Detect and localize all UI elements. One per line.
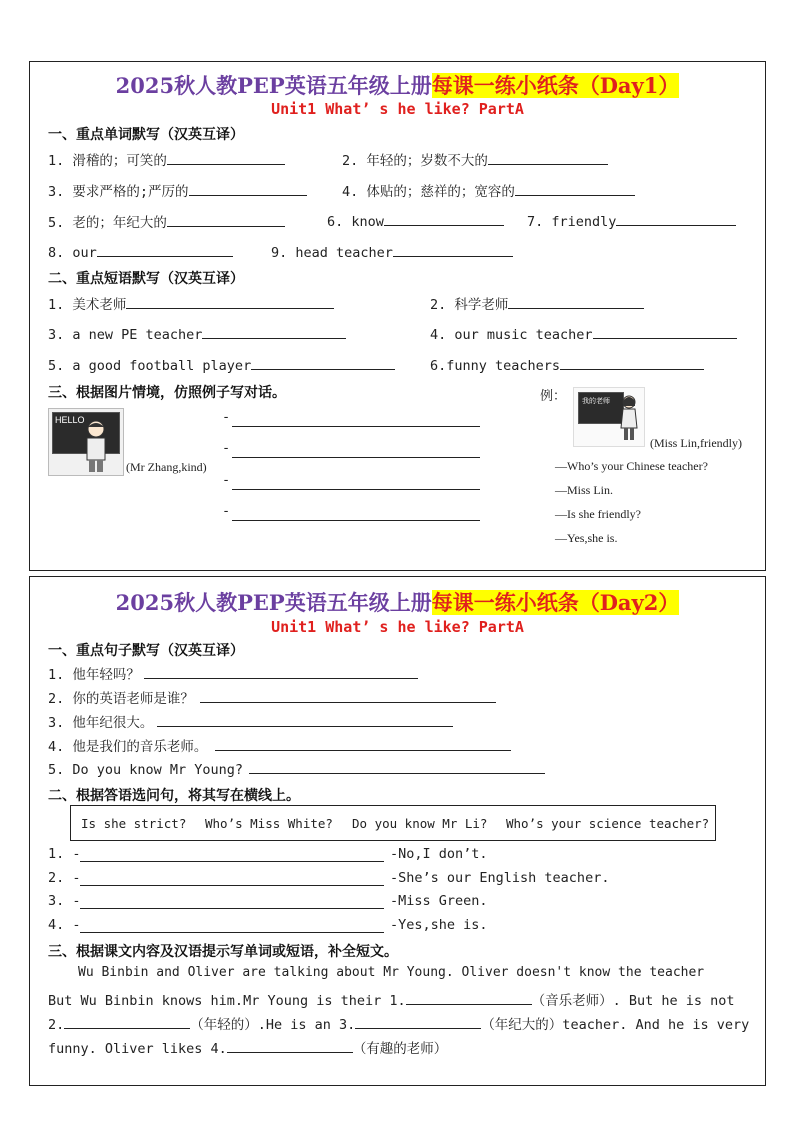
board-text: HELLO <box>55 415 85 425</box>
answer-blank[interactable] <box>488 150 608 165</box>
item-text: 2. 你的英语老师是谁？ <box>48 691 194 707</box>
day1-word-item <box>527 211 736 230</box>
day2-subtitle: Unit1 What’ s he like? PartA <box>271 618 524 636</box>
dialog-dash: - <box>222 409 231 425</box>
day1-word-item <box>342 180 635 200</box>
day2-sentence-item <box>48 711 453 731</box>
day1-word-item <box>48 242 233 261</box>
example-picture <box>573 387 645 447</box>
item-text: 2. 科学老师 <box>430 297 509 313</box>
dialog-blank-3[interactable] <box>232 489 480 490</box>
item-text: 6.funny teachers <box>430 358 561 374</box>
qa-blank-2[interactable] <box>80 885 384 886</box>
answer-blank[interactable] <box>167 212 285 227</box>
qa-number: 1. - <box>48 846 81 862</box>
answer-blank[interactable] <box>157 712 453 727</box>
item-text: 2. 年轻的；岁数不大的 <box>342 153 488 169</box>
day2-sentence-item <box>48 735 511 755</box>
answer-blank[interactable] <box>593 324 737 339</box>
passage-blank-3[interactable] <box>355 1014 481 1029</box>
day1-phrase-item <box>430 293 644 313</box>
item-text: 5. a good football player <box>48 358 252 374</box>
answer-blank[interactable] <box>215 736 511 751</box>
dialog-blank-2[interactable] <box>232 457 480 458</box>
day1-title-main: 2025秋人教PEP英语五年级上册 <box>115 73 432 98</box>
item-text: 4. 他是我们的音乐老师。 <box>48 739 208 755</box>
day1-word-item <box>48 149 285 169</box>
passage-text: 2. <box>48 1017 65 1033</box>
example-label: 例： <box>540 388 567 403</box>
options-box <box>70 805 716 841</box>
answer-blank[interactable] <box>560 355 704 370</box>
day2-title <box>30 587 765 617</box>
example-line: —Is she friendly? <box>555 507 641 521</box>
day1-word-item <box>342 149 608 169</box>
passage-blank-2[interactable] <box>64 1014 190 1029</box>
passage-text: （音乐老师）. But he is not <box>531 993 735 1009</box>
dialog-dash: - <box>222 440 231 456</box>
item-text: 6. know <box>327 214 384 230</box>
item-text: 4. our music teacher <box>430 327 593 343</box>
teacher-picture <box>48 408 124 476</box>
day1-subtitle: Unit1 What’ s he like? PartA <box>271 100 524 118</box>
answer-blank[interactable] <box>393 242 513 257</box>
answer-blank[interactable] <box>97 242 233 257</box>
day1-phrase-item <box>430 355 704 374</box>
teacher-figure-icon <box>618 394 640 442</box>
answer-blank[interactable] <box>189 181 307 196</box>
qa-blank-1[interactable] <box>80 861 384 862</box>
answer-blank[interactable] <box>508 294 644 309</box>
answer-blank[interactable] <box>515 181 635 196</box>
passage-line-1: Wu Binbin and Oliver are talking about Mr Young. Oliver doesn't know the teacher <box>78 965 705 980</box>
option-item: Do you know Mr Li? <box>352 816 488 831</box>
day1-phrase-item <box>48 355 395 374</box>
day1-word-item <box>327 211 504 230</box>
day2-section3-heading: 三、根据课文内容及汉语提示写单词或短语，补全短文。 <box>48 944 398 960</box>
day2-sentence-item <box>48 687 496 707</box>
item-text: 5. Do you know Mr Young? <box>48 762 244 778</box>
teacher-figure-icon <box>79 419 113 473</box>
day2-sentence-item <box>48 759 545 778</box>
answer-blank[interactable] <box>616 211 736 226</box>
example-line: —Miss Lin. <box>555 483 614 497</box>
example-line: —Yes,she is. <box>555 531 618 545</box>
item-text: 9. head teacher <box>271 245 393 261</box>
qa-answer: -She’s our English teacher. <box>390 870 610 886</box>
qa-answer: -No,I don’t. <box>390 846 488 862</box>
qa-number: 4. - <box>48 917 81 933</box>
day1-title <box>30 70 765 100</box>
passage-text: But Wu Binbin knows him.Mr Young is their 1. <box>48 993 406 1009</box>
dialog-blank-1[interactable] <box>232 426 480 427</box>
day2-section1-heading: 一、重点句子默写（汉英互译） <box>48 643 244 659</box>
qa-number: 3. - <box>48 893 81 909</box>
answer-blank[interactable] <box>126 294 334 309</box>
day2-title-main: 2025秋人教PEP英语五年级上册 <box>115 590 432 615</box>
answer-blank[interactable] <box>202 324 346 339</box>
day2-section2-heading: 二、根据答语选问句，将其写在横线上。 <box>48 788 300 804</box>
item-text: 4. 体贴的；慈祥的；宽容的 <box>342 184 515 200</box>
qa-answer: -Miss Green. <box>390 893 488 909</box>
item-text: 3. a new PE teacher <box>48 327 203 343</box>
answer-blank[interactable] <box>384 211 504 226</box>
item-text: 8. our <box>48 245 97 261</box>
option-item: Is she strict? <box>81 816 187 831</box>
day1-section1-heading: 一、重点单词默写（汉英互译） <box>48 127 244 143</box>
item-text: 7. friendly <box>527 214 617 230</box>
day1-phrase-item <box>48 324 346 343</box>
day1-phrase-item <box>48 293 334 313</box>
day1-section3-heading: 三、根据图片情境，仿照例子写对话。 <box>48 385 286 401</box>
item-text: 3. 要求严格的;严厉的 <box>48 184 189 200</box>
item-text: 1. 滑稽的；可笑的 <box>48 153 167 169</box>
passage-line-3 <box>48 1013 749 1033</box>
day1-title-highlight: 每课一练小纸条（Day1） <box>431 73 680 98</box>
qa-blank-3[interactable] <box>80 908 384 909</box>
day1-word-item <box>48 211 285 231</box>
passage-line-4 <box>48 1037 447 1057</box>
day1-word-item <box>48 180 307 200</box>
answer-blank[interactable] <box>249 759 545 774</box>
worksheet-day2 <box>29 576 766 1086</box>
item-text: 5. 老的；年纪大的 <box>48 215 167 231</box>
day2-title-highlight: 每课一练小纸条（Day2） <box>431 590 680 615</box>
answer-blank[interactable] <box>200 688 496 703</box>
answer-blank[interactable] <box>251 355 395 370</box>
item-text: 3. 他年纪很大。 <box>48 715 154 731</box>
item-text: 1. 美术老师 <box>48 297 127 313</box>
worksheet-day1 <box>29 61 766 571</box>
example-line: —Who’s your Chinese teacher? <box>555 459 708 473</box>
example-caption: (Miss Lin,friendly) <box>650 436 742 450</box>
day1-word-item <box>271 242 513 261</box>
dialog-dash: - <box>222 472 231 488</box>
passage-text: funny. Oliver likes 4. <box>48 1041 227 1057</box>
passage-line-2 <box>48 989 735 1009</box>
qa-answer: -Yes,she is. <box>390 917 488 933</box>
passage-blank-4[interactable] <box>227 1038 353 1053</box>
day1-section2-heading: 二、重点短语默写（汉英互译） <box>48 271 244 287</box>
day1-phrase-item <box>430 324 737 343</box>
qa-blank-4[interactable] <box>80 932 384 933</box>
qa-number: 2. - <box>48 870 81 886</box>
day2-sentence-item <box>48 663 418 683</box>
passage-text: （有趣的老师） <box>352 1041 448 1057</box>
example-board-text: 我的老师 <box>582 397 610 405</box>
answer-blank[interactable] <box>167 150 285 165</box>
option-item: Who’s your science teacher? <box>506 816 710 831</box>
dialog-blank-4[interactable] <box>232 520 480 521</box>
passage-blank-1[interactable] <box>406 990 532 1005</box>
option-item: Who’s Miss White? <box>205 816 333 831</box>
passage-text: （年轻的）.He is an 3. <box>190 1017 356 1033</box>
item-text: 1. 他年轻吗？ <box>48 667 140 683</box>
picture-caption: (Mr Zhang,kind) <box>126 460 207 474</box>
answer-blank[interactable] <box>144 664 418 679</box>
passage-text: （年纪大的）teacher. And he is very <box>481 1017 750 1033</box>
dialog-dash: - <box>222 503 231 519</box>
